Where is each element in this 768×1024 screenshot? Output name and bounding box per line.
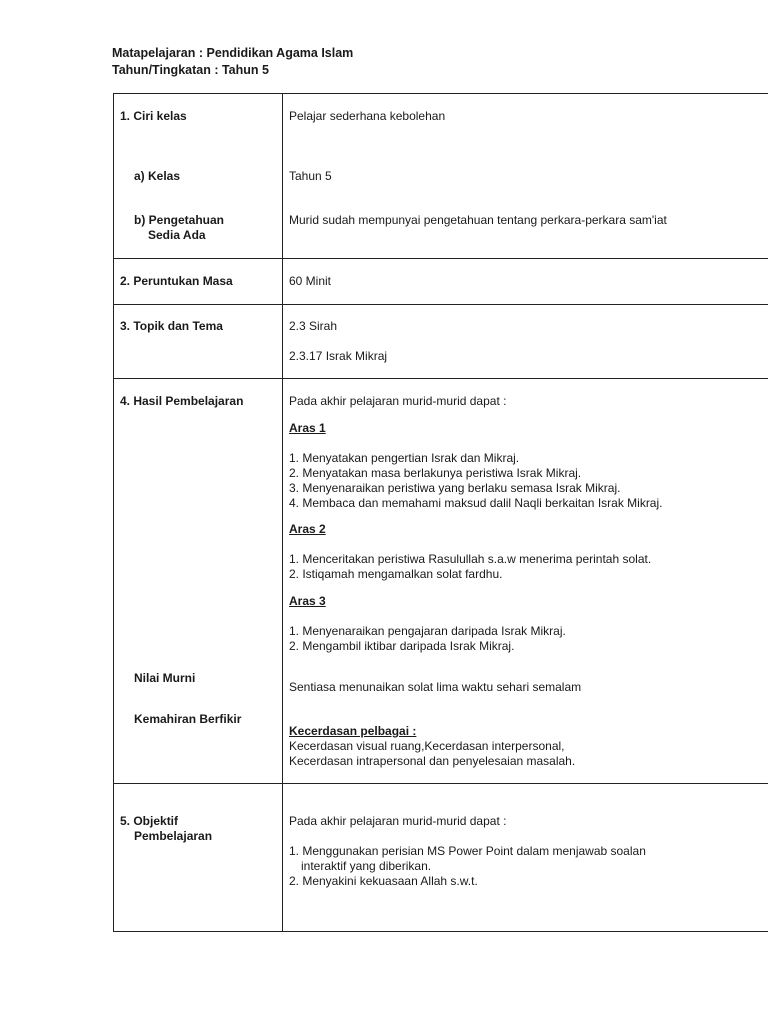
- row-divider: [114, 258, 768, 259]
- aras-1-item: 3. Menyenaraikan peristiwa yang berlaku semasa Israk Mikraj.: [289, 481, 621, 495]
- aras-2-item: 2. Istiqamah mengamalkan solat fardhu.: [289, 567, 503, 581]
- hasil-pembelajaran-label: 4. Hasil Pembelajaran: [120, 394, 244, 408]
- kecerdasan-line: Kecerdasan visual ruang,Kecerdasan interpersonal,: [289, 739, 565, 753]
- aras-3-title: Aras 3: [289, 594, 326, 608]
- objektif-item: 1. Menggunakan perisian MS Power Point dalam menjawab soalan: [289, 844, 646, 858]
- objektif-item: 2. Menyakini kekuasaan Allah s.w.t.: [289, 874, 478, 888]
- aras-2-title: Aras 2: [289, 522, 326, 536]
- objektif-label: 5. Objektif: [120, 814, 179, 828]
- peruntukan-masa-label: 2. Peruntukan Masa: [120, 274, 233, 288]
- aras-1-item: 1. Menyatakan pengertian Israk dan Mikraj.: [289, 451, 520, 465]
- topic-value: 2.3 Sirah: [289, 319, 338, 333]
- subtopic-value: 2.3.17 Israk Mikraj: [289, 349, 388, 363]
- kecerdasan-line: Kecerdasan intrapersonal dan penyelesaian masalah.: [289, 754, 576, 768]
- aras-1-title: Aras 1: [289, 421, 326, 435]
- kelas-label: a) Kelas: [134, 169, 181, 183]
- nilai-murni-label: Nilai Murni: [134, 671, 196, 685]
- row-divider: [114, 378, 768, 379]
- lesson-plan-table: [113, 93, 768, 932]
- aras-3-item: 2. Mengambil iktibar daripada Israk Mikraj.: [289, 639, 515, 653]
- aras-1-item: 4. Membaca dan memahami maksud dalil Naqli berkaitan Israk Mikraj.: [289, 496, 663, 510]
- aras-1-item: 2. Menyatakan masa berlakunya peristiwa Israk Mikraj.: [289, 466, 582, 480]
- aras-3-item: 1. Menyenaraikan pengajaran daripada Israk Mikraj.: [289, 624, 566, 638]
- ciri-kelas-value: Pelajar sederhana kebolehan: [289, 109, 446, 123]
- pengetahuan-label-cont: Sedia Ada: [148, 228, 206, 242]
- kecerdasan-title: Kecerdasan pelbagai :: [289, 724, 417, 738]
- row-divider: [114, 783, 768, 784]
- objektif-intro: Pada akhir pelajaran murid-murid dapat :: [289, 814, 507, 828]
- topik-tema-label: 3. Topik dan Tema: [120, 319, 223, 333]
- ciri-kelas-label: 1. Ciri kelas: [120, 109, 187, 123]
- pengetahuan-value: Murid sudah mempunyai pengetahuan tentang perkara-perkara sam'iat: [289, 213, 667, 227]
- objektif-item-cont: interaktif yang diberikan.: [301, 859, 432, 873]
- kelas-value: Tahun 5: [289, 169, 332, 183]
- year-heading: Tahun/Tingkatan : Tahun 5: [112, 63, 269, 77]
- peruntukan-masa-value: 60 Minit: [289, 274, 332, 288]
- subject-heading: Matapelajaran : Pendidikan Agama Islam: [112, 46, 354, 60]
- pengetahuan-label: b) Pengetahuan: [134, 213, 225, 227]
- row-divider: [114, 304, 768, 305]
- kemahiran-berfikir-label: Kemahiran Berfikir: [134, 712, 242, 726]
- hasil-intro: Pada akhir pelajaran murid-murid dapat :: [289, 394, 507, 408]
- column-divider: [282, 94, 283, 931]
- objektif-label-cont: Pembelajaran: [134, 829, 213, 843]
- nilai-murni-value: Sentiasa menunaikan solat lima waktu sehari semalam: [289, 680, 582, 694]
- aras-2-item: 1. Menceritakan peristiwa Rasulullah s.a.w menerima perintah solat.: [289, 552, 652, 566]
